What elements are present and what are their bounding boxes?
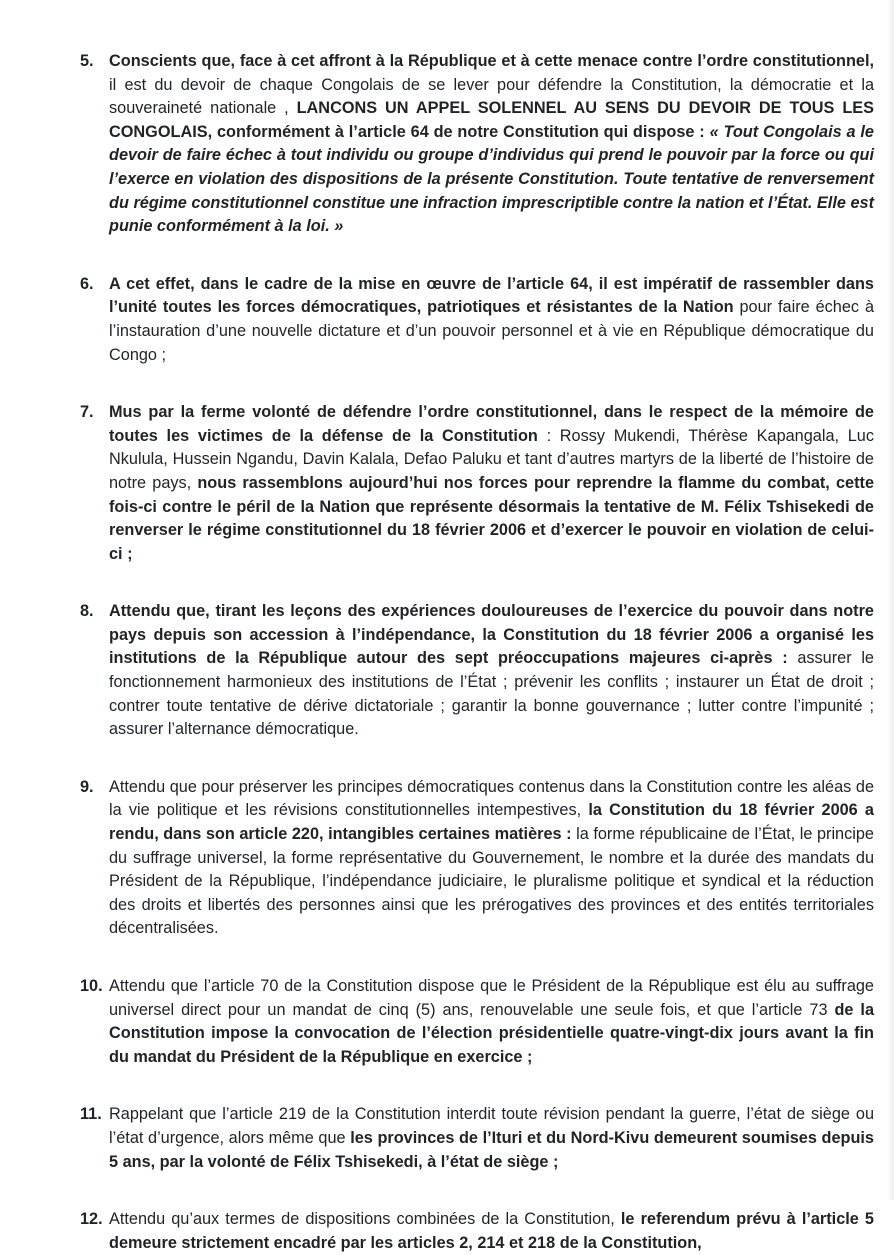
clause-text: Attendu qu’aux termes de dispositions combinées de la Constitution,: [109, 1210, 621, 1229]
clause-5: [80, 50, 874, 239]
clause-8: [80, 600, 874, 742]
clause-text: la Constitution du 18 février 2006 a rendu, dans son article 220, intangibles certaines matières :: [109, 801, 874, 844]
clause-text: Attendu que pour préserver les principes démocratiques contenus dans la Constitution contre les aléas de la vie politique et les révisions constitutionnelles intempestives,: [109, 777, 874, 820]
clause-text: la forme républicaine de l’État, le principe du suffrage universel, la forme représentative du Gouvernement, le nombre et la durée des mandats du Président de la République, l’indépendance judiciaire, le pluralisme politique et syndical et la réduction des droits et libertés des personnes ainsi que les prérogatives des provinces et des entités territoriales décentralisées.: [109, 825, 874, 938]
clause-11: [80, 1103, 874, 1174]
clause-text: Attendu que l’article 70 de la Constitution dispose que le Président de la République est élu au suffrage universel direct pour un mandat de cinq (5) ans, renouvelable une seule fois, et que l’article 73: [109, 977, 874, 1019]
clause-number: 11.: [80, 1105, 102, 1124]
clause-text: les provinces de l’Ituri et du Nord-Kivu demeurent soumises depuis 5 ans, par la volonté de Félix Tshisekedi, à l’état de siège ;: [109, 1128, 874, 1171]
clause-text: Attendu que, tirant les leçons des expériences douloureuses de l’exercice du pouvoir dans notre pays depuis son accession à l’indépendance, la Constitution du 18 février 2006 a organisé les institutions de la République autour des sept préoccupations majeures ci-après :: [109, 602, 874, 668]
clause-text: Conscients que, face à cet affront à la République et à cette menace contre l’ordre constitutionnel,: [109, 52, 874, 70]
clause-9: [80, 776, 874, 941]
clause-text: LANCONS UN APPEL SOLENNEL AU SENS DU DEVOIR DE TOUS LES CONGOLAIS, conformément à l’article 64 de notre Constitution qui dispose :: [109, 99, 874, 141]
clause-text: nous rassemblons aujourd’hui nos forces pour reprendre la flamme du combat, cette fois-ci contre le péril de la Nation que représente désormais la tentative de M. Félix Tshisekedi de renverser le régime constitutionnel du 18 février 2006 et d’exercer le pouvoir en violation de celui-ci ;: [109, 473, 874, 563]
clause-12: [80, 1208, 874, 1255]
page-edge-shadow: [887, 0, 894, 1200]
clause-text: : Rossy Mukendi, Thérèse Kapangala, Luc Nkulula, Hussein Ngandu, Davin Kalala, Defao Paluku et tant d’autres martyrs de la liberté de l’histoire de notre pays,: [109, 426, 875, 492]
clause-number: 7.: [80, 403, 94, 422]
clause-text: Rappelant que l’article 219 de la Constitution interdit toute révision pendant la guerre, l’état de siège ou l’état d’urgence, alors même que: [109, 1105, 874, 1147]
clause-list: [80, 50, 874, 1255]
clause-7: [80, 401, 874, 566]
clause-text: A cet effet, dans le cadre de la mise en œuvre de l’article 64, il est impératif de rassembler dans l’unité toutes les forces démocratiques, patriotiques et résistantes de la Nation: [109, 274, 874, 317]
clause-text: pour faire échec à l’instauration d’une nouvelle dictature et d’un pouvoir personnel et à vie en République démocratique du Congo ;: [109, 298, 874, 364]
clause-text: le referendum prévu à l’article 5 demeure strictement encadré par les articles 2, 214 et 218 de la Constitution,: [109, 1210, 874, 1252]
clause-number: 6.: [80, 274, 94, 293]
clause-quote: « Tout Congolais a le devoir de faire échec à tout individu ou groupe d’individus qui prend le pouvoir par la force ou qui l’exerce en violation des dispositions de la présente Constitution. Toute tentative de renversement du régime constitutionnel constitue une infraction imprescriptible contre la nation et l’État. Elle est punie conformément à la loi. »: [109, 122, 874, 236]
clause-number: 12.: [80, 1210, 103, 1229]
clause-number: 8.: [80, 602, 94, 621]
clause-number: 5.: [80, 52, 94, 70]
clause-6: [80, 273, 874, 367]
clause-text: assurer le fonctionnement harmonieux des institutions de l’État ; prévenir les conflits ; instaurer un État de droit ; contrer toute tentative de dérive dictatoriale ; garantir la bonne gouvernance ; lutter contre l’impunité ; assurer l’alternance démocratique.: [109, 649, 874, 739]
clause-text: il est du devoir de chaque Congolais de se lever pour défendre la Constitution, la démocratie et la souveraineté nationale ,: [109, 75, 874, 118]
clause-text: de la Constitution impose la convocation de l’élection présidentielle quatre-vingt-dix jours avant la fin du mandat du Président de la République en exercice ;: [109, 1000, 874, 1066]
clause-number: 9.: [80, 777, 94, 796]
clause-text: Mus par la ferme volonté de défendre l’ordre constitutionnel, dans le respect de la mémoire de toutes les victimes de la défense de la Constitution: [109, 403, 874, 445]
clause-number: 10.: [80, 977, 103, 995]
clause-10: [80, 975, 874, 1069]
